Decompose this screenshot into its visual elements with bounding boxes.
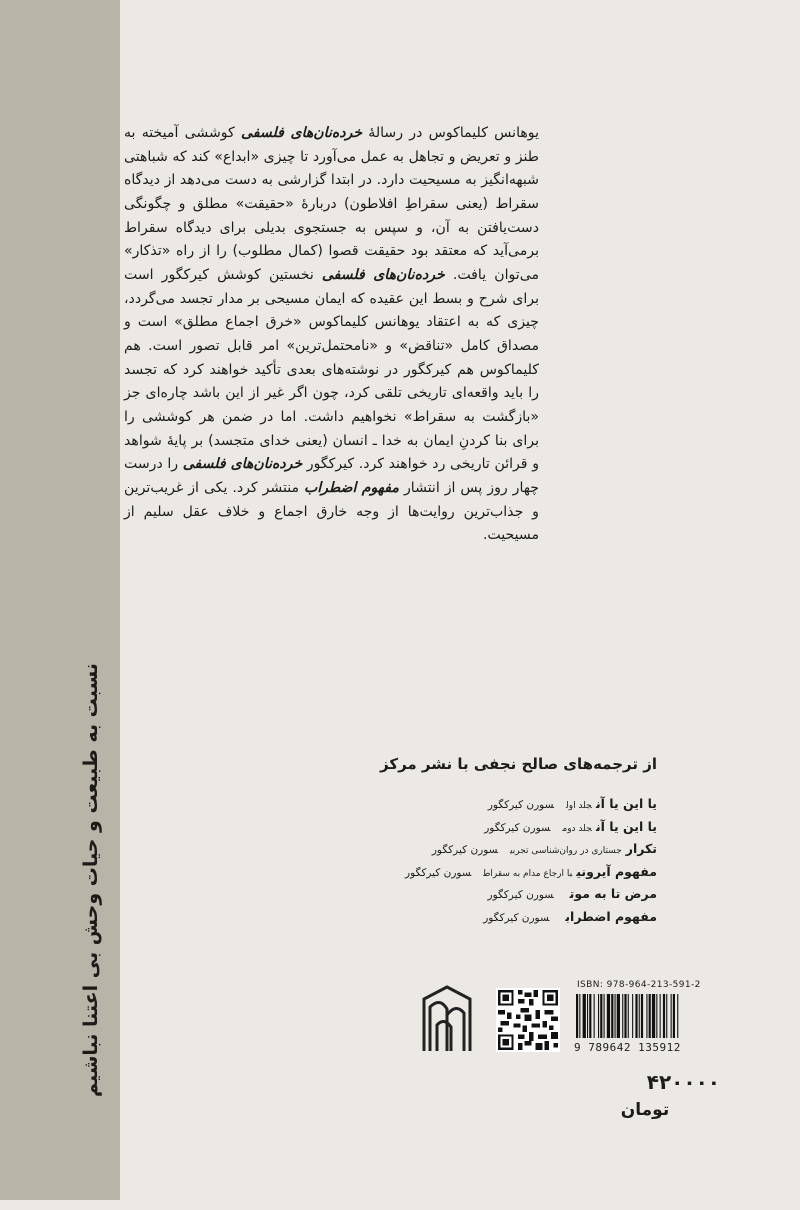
spine-title: نسبت به طبیعت و حیات وحش بی اعتنا نباشیم xyxy=(80,663,102,1097)
blurb-text: منتشر کرد. یکی از غریب‌ترین و جذاب‌ترین روایت‌ها از وجه خارق اجماع و خلاف عقل سلیم از مسیحیت. xyxy=(124,479,539,544)
publisher-logo-icon xyxy=(418,985,476,1055)
book-subtitle: با ارجاع مدام به سقراط xyxy=(483,868,573,879)
book-author: سورن کیرکگور xyxy=(431,844,499,857)
price-amount: ۴۲۰۰۰۰ xyxy=(646,1070,720,1094)
book-title: مفهوم آیرونی xyxy=(576,863,657,879)
book-author: سورن کیرکگور xyxy=(487,889,554,902)
price-currency: تومان xyxy=(620,1100,670,1120)
blurb-text: کوششی آمیخته به طنز و تعریض و تجاهل به عمل می‌آورد تا چیزی «ابداع» کند که شباهتی شبهه‌انگیز به مسیحیت دارد. در ابتدا گزارشی به دست می‌دهد از دیدگاه سقراط (یعنی سقراطِ افلاطون) دربارهٔ «حقیقت» مطلق و چگونگی دست‌یافتن به آن، و سپس به جستجوی بدیلی برای دیدگاه سقراط برمی‌آید که معتقد بود حقیقت قصوا (کمال مطلوب) را از راه «تذکار» می‌توان یافت. xyxy=(124,125,539,283)
qr-code-icon xyxy=(496,988,560,1052)
blurb-book-title: خرده‌نان‌های فلسفی xyxy=(321,266,445,283)
blurb-text: نخستین کوشش کیرکگور است برای شرح و بسط این عقیده که ایمان مسیحی بر مدار تجسد می‌گردد، چیزی که به اعتقاد یوهانس کلیماکوس «خرق اجماع مطلق» است و مصداق کامل «تناقض» و «نامحتمل‌ترین» امر قابل تصور است. هم کلیماکوس هم کیرکگور در نوشته‌های بعدی تأکید خواهند کرد که تجسد را باید واقعه‌ای تاریخی تلقی کرد، چون اگر غیر از این باشد چاره‌ای جز «بازگشت به سقراط» نخواهیم داشت. اما در ضمن هر کوششی را برای بنا کردنِ ایمان به خدا ـ انسان (یعنی خدای متجسد) بر پایهٔ شواهد و قرائن تاریخی رد خواهند کرد. کیرکگور xyxy=(124,266,539,473)
book-title: مفهوم اضطراب xyxy=(565,908,657,924)
book-title: مرض تا به موت xyxy=(569,886,657,902)
blurb-book-title: خرده‌نان‌های فلسفی xyxy=(182,456,303,473)
book-author: سورن کیرکگور xyxy=(484,821,551,834)
book-title: یا این یا آن xyxy=(595,818,657,834)
translations-heading: از ترجمه‌های صالح نجفی با نشر مرکز xyxy=(380,755,657,773)
book-subtitle: جلد اول xyxy=(565,801,592,811)
book-author: سورن کیرکگور xyxy=(487,799,554,811)
cover-blurb xyxy=(124,122,539,548)
list-item xyxy=(217,816,657,839)
book-title: یا این یا آن xyxy=(595,796,657,811)
blurb-text: را درست چهار روز پس از انتشار xyxy=(124,456,539,496)
book-author: سورن کیرکگور xyxy=(405,866,472,879)
book-title: تکرار xyxy=(625,841,657,857)
book-author: سورن کیرکگور xyxy=(483,911,550,924)
blurb-book-title: مفهوم اضطراب xyxy=(303,479,399,496)
blurb-book-title: خرده‌نان‌های فلسفی xyxy=(241,125,363,141)
blurb-text: یوهانس کلیماکوس در رسالهٔ xyxy=(362,125,539,141)
book-spine xyxy=(0,0,120,1200)
list-item xyxy=(217,838,657,861)
book-subtitle: جلد دوم xyxy=(562,823,592,834)
list-item xyxy=(217,883,657,906)
list-item xyxy=(217,793,657,816)
list-item xyxy=(217,861,657,884)
book-subtitle: جستاری در روان‌شناسی تجربی xyxy=(510,846,622,857)
barcode-number: 9 789642 135912 xyxy=(574,1041,681,1054)
isbn-label: ISBN: 978-964-213-591-2 xyxy=(577,980,701,990)
barcode-icon xyxy=(574,994,714,1038)
translations-list xyxy=(217,793,657,929)
list-item xyxy=(217,906,657,929)
